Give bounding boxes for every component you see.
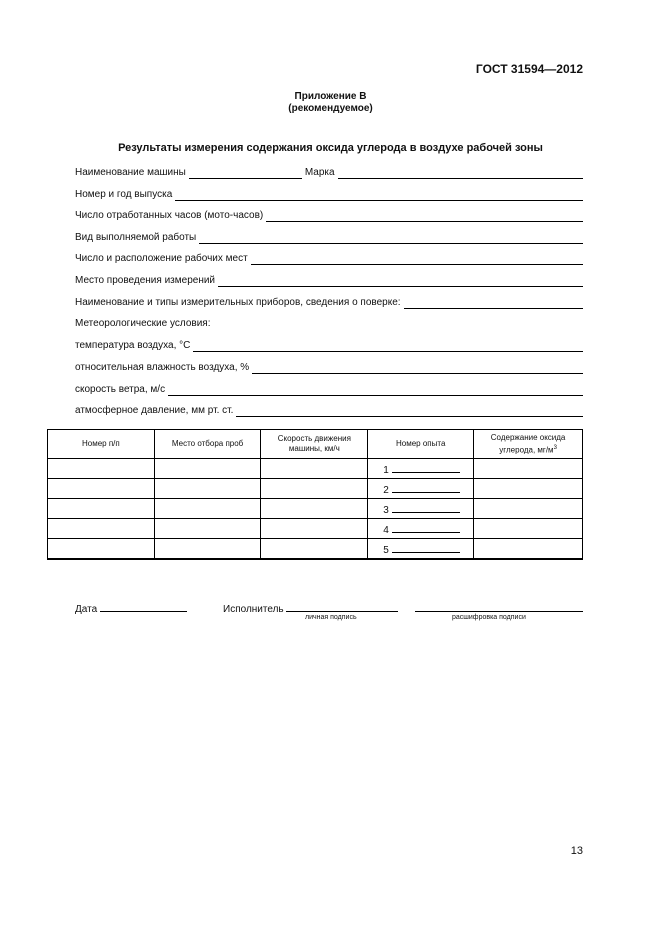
field-wind — [75, 382, 583, 396]
cell-speed[interactable] — [261, 519, 368, 539]
cell-content[interactable] — [474, 539, 583, 560]
executor-block — [223, 600, 398, 615]
decode-input[interactable] — [415, 600, 583, 612]
appendix-subtitle: (рекомендуемое) — [288, 103, 373, 114]
field-workplaces — [75, 251, 583, 265]
location-input[interactable] — [218, 275, 583, 287]
speed-header-line1: Скорость движения — [277, 434, 351, 443]
experiment-blank[interactable] — [392, 542, 460, 553]
field-label: Наименование машины — [75, 167, 186, 178]
appendix-title: Приложение В — [294, 91, 367, 102]
cell-speed[interactable] — [261, 499, 368, 519]
workplaces-input[interactable] — [251, 253, 583, 265]
cell-experiment — [368, 459, 474, 479]
brand-input[interactable] — [338, 167, 583, 179]
cell-place[interactable] — [154, 479, 261, 499]
content-header-line2: углерода, мг/м — [499, 445, 554, 455]
field-pressure — [75, 403, 583, 417]
cell-experiment — [368, 539, 474, 560]
cell-speed[interactable] — [261, 459, 368, 479]
field-label: Марка — [304, 167, 335, 178]
machine-name-input[interactable] — [189, 167, 302, 179]
cell-speed[interactable] — [261, 479, 368, 499]
cell-experiment — [368, 479, 474, 499]
field-label: Номер и год выпуска — [75, 189, 173, 200]
cell-number[interactable] — [48, 539, 155, 560]
experiment-number: 5 — [383, 544, 389, 556]
field-instruments — [75, 295, 583, 309]
experiment-number: 2 — [383, 484, 389, 496]
instruments-input[interactable] — [404, 297, 583, 309]
executor-label: Исполнитель — [223, 604, 284, 615]
cell-speed[interactable] — [261, 539, 368, 560]
page-number: 13 — [570, 845, 583, 857]
cell-place[interactable] — [154, 499, 261, 519]
experiment-number: 4 — [383, 524, 389, 536]
field-label: Число и расположение рабочих мест — [75, 253, 248, 264]
wind-input[interactable] — [168, 384, 583, 396]
field-label: относительная влажность воздуха, % — [75, 362, 250, 373]
table-header-row — [48, 430, 583, 459]
meteo-heading: Метеорологические условия: — [75, 318, 211, 329]
column-header-speed — [261, 430, 368, 459]
field-temperature — [75, 338, 583, 352]
work-type-input[interactable] — [199, 232, 583, 244]
number-year-input[interactable] — [175, 189, 583, 201]
field-machine-name — [75, 165, 583, 179]
content-header-line1: Содержание оксида — [490, 432, 566, 442]
standard-code: ГОСТ 31594—2012 — [475, 62, 583, 76]
cell-place[interactable] — [154, 459, 261, 479]
temperature-input[interactable] — [193, 340, 583, 352]
experiment-blank[interactable] — [392, 522, 460, 533]
pressure-input[interactable] — [236, 405, 583, 417]
experiment-number: 3 — [383, 504, 389, 516]
field-label: Вид выполняемой работы — [75, 232, 197, 243]
field-label: скорость ветра, м/с — [75, 384, 166, 395]
date-label: Дата — [75, 604, 98, 615]
cell-number[interactable] — [48, 519, 155, 539]
column-header-content — [474, 430, 583, 459]
cell-number[interactable] — [48, 459, 155, 479]
date-block — [75, 600, 187, 615]
field-label: атмосферное давление, мм рт. ст. — [75, 405, 234, 416]
signature-caption: личная подпись — [305, 614, 357, 621]
table-row — [48, 499, 583, 519]
table-row — [48, 539, 583, 560]
decode-caption: расшифровка подписи — [452, 614, 526, 621]
column-header-number: Номер п/п — [48, 430, 155, 459]
date-input[interactable] — [100, 600, 187, 612]
cell-experiment — [368, 499, 474, 519]
form-title: Результаты измерения содержания оксида углерода в воздухе рабочей зоны — [118, 142, 543, 154]
cell-content[interactable] — [474, 499, 583, 519]
cell-content[interactable] — [474, 479, 583, 499]
field-humidity — [75, 360, 583, 374]
cell-place[interactable] — [154, 539, 261, 560]
field-number-year — [75, 187, 583, 201]
table-row — [48, 519, 583, 539]
cell-number[interactable] — [48, 499, 155, 519]
field-work-type — [75, 230, 583, 244]
cell-content[interactable] — [474, 459, 583, 479]
decode-block — [415, 600, 583, 615]
signature-input[interactable] — [286, 600, 398, 612]
experiment-blank[interactable] — [392, 502, 460, 513]
cell-place[interactable] — [154, 519, 261, 539]
content-header-sup: 3 — [553, 444, 557, 451]
field-label: Наименование и типы измерительных приборов, сведения о поверке: — [75, 297, 401, 308]
cell-content[interactable] — [474, 519, 583, 539]
table-row — [48, 479, 583, 499]
field-location — [75, 273, 583, 287]
column-header-place: Место отбора проб — [154, 430, 261, 459]
table-row — [48, 459, 583, 479]
motor-hours-input[interactable] — [266, 210, 583, 222]
cell-experiment — [368, 519, 474, 539]
field-label: Число отработанных часов (мото-часов) — [75, 210, 264, 221]
field-label: Место проведения измерений — [75, 275, 216, 286]
column-header-experiment: Номер опыта — [368, 430, 474, 459]
speed-header-line2: машины, км/ч — [288, 444, 340, 453]
experiment-number: 1 — [383, 464, 389, 476]
experiment-blank[interactable] — [392, 482, 460, 493]
field-label: температура воздуха, °С — [75, 340, 191, 351]
cell-number[interactable] — [48, 479, 155, 499]
humidity-input[interactable] — [252, 362, 583, 374]
field-motor-hours — [75, 208, 583, 222]
results-table — [47, 429, 583, 560]
experiment-blank[interactable] — [392, 462, 460, 473]
